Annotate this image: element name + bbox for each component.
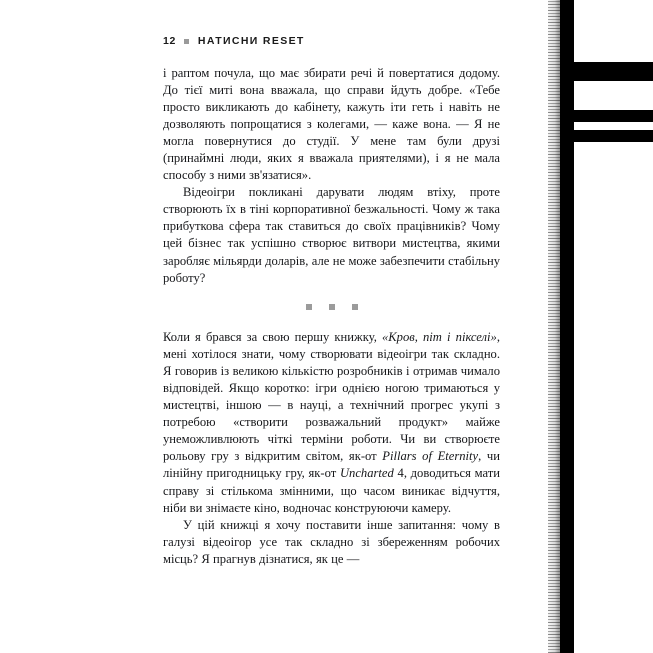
italic-title: Uncharted bbox=[339, 466, 394, 481]
text-run: Коли я брався за свою першу книжку, bbox=[163, 329, 382, 344]
scan-edge-bar bbox=[574, 110, 653, 122]
paragraph bbox=[163, 329, 500, 517]
small-square-icon bbox=[184, 39, 189, 44]
page-folio-number: 12 bbox=[163, 35, 176, 47]
divider-square-icon bbox=[306, 304, 312, 310]
scan-edge-bar bbox=[574, 62, 653, 81]
text-run: , мені хотілося знати, чому створювати відеоігри так складно. Я говорив із великою кількістю розробників і отримав чимало відповідей. Якщо коротко: ігри однією ногою тримаються у мистецтві, іншою — в науці, а технічний прогрес укупі з потребою «створити розважальний продукт» майже унеможливлюють чіткі терміни роботи. Чи ви створюєте рольову гру з відкритим світом, як-от bbox=[163, 329, 500, 464]
divider-square-icon bbox=[352, 304, 358, 310]
italic-title: «Кров, піт і пікселі» bbox=[381, 329, 497, 344]
running-head-title: НАТИСНИ RESET bbox=[197, 35, 305, 47]
scan-spine-band bbox=[560, 0, 574, 653]
scan-edge-bar bbox=[574, 130, 653, 142]
text-run: У цій книжці я хочу поставити інше запитання: чому в галузі відеоігор усе так складно зі збереженням робочих місць? Я прагнув дізнатися, як це — bbox=[163, 517, 500, 566]
text-run: , чи лінійну пригодницьку гру, як-от bbox=[163, 449, 500, 481]
divider-square-icon bbox=[329, 304, 335, 310]
page-text-column bbox=[163, 36, 500, 568]
paragraph: і раптом почула, що має збирати речі й повертатися додому. До тієї миті вона вважала, що справи йдуть добре. «Тебе просто викликають до кабінету, кажуть іти геть і навіть не дозволяють попрощатися з колегами, — каже вона. — Я не могла повернутися до студії. У мене там були друзі (принаймні люди, яких я вважала приятелями), і я не мала способу з ними зв'язатися». bbox=[163, 65, 500, 183]
text-run: 4, доводиться мати справу зі стількома змінними, що часом виникає відчуття, ніби ви знімаєте кіно, водночас конструюючи камеру. bbox=[163, 466, 501, 515]
italic-title: Pillars of Eternity bbox=[382, 449, 479, 464]
scan-gutter-shadow bbox=[548, 0, 560, 653]
running-head bbox=[163, 36, 500, 47]
three-squares-divider bbox=[163, 304, 500, 310]
paragraph: Відеоігри покликані дарувати людям втіху, проте створюють їх в тіні корпоративної безжальності. Чому ж така прибуткова сфера так ставиться до своїх працівників? Чому цей бізнес так успішно створює витвори мистецтва, якими заробляє мільярди доларів, але не може забезпечити стабільну роботу? bbox=[163, 185, 500, 285]
paragraph bbox=[163, 517, 500, 568]
